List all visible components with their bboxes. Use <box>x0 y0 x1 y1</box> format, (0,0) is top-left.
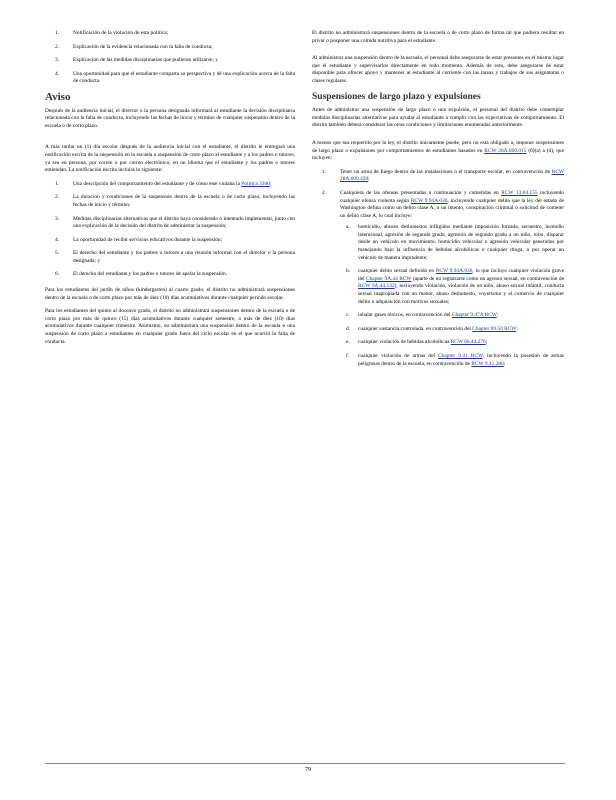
paragraph-fifth: Para los estudiantes del quinto al doceavo grado, el distrito no administrará suspensiones dentro de la escuela o de corto plazo por más de quince (15) días acumulativos durante cualquier semestre, o más de diez (10) días acumulativos durante cualquier trimestre. Asimismo, no administrará una suspensión dentro de la escuela o una suspensión de corto plazo a estudiantes en cualquier grado fuera del ciclo escolar en el que ocurrió la falta de conducta. <box>45 308 295 345</box>
chapter-link[interactable]: Chapter 69.50 RCW <box>472 325 517 332</box>
list-item: b. cualquier delito sexual definido en RCW 9.94A.030, lo que incluye cualquier violación grave del Chapter 9A.44 RCW (aparte de no registrarse como un agresor sexual, en contravención de RCW 9A.44.132), incluyendo violación, violación de un niño, abuso sexual infantil, conducta sexual inapropiada con un menor, abuso deshonesto, voyerismo y el comercio de cualquier delito o adquisición con motivos sexuales; <box>346 268 565 305</box>
footer-divider <box>45 763 565 764</box>
paragraph-meals: El distrito no administrará suspensiones dentro de la escuela o de corto plazo de forma tal que pudiera resultar en privar o posponer una comida nutritiva para el estudiante. <box>312 30 564 44</box>
chapter-link[interactable]: Chapter 9.47A RCW <box>451 312 497 319</box>
list-item: 2. Explicación de la evidencia relacionada con la falta de conducta; <box>55 43 213 50</box>
list-item: 3. Medidas disciplinarias alternativas que el distrito haya considerado o intentado implementar, junto con una explicación de la decisión del distrito de administrar la suspensión; <box>55 215 295 230</box>
list-item: 2. La duración y condiciones de la suspensión dentro de la escuela o de corto plazo, incluyendo las fechas de inicio y término; <box>55 194 295 208</box>
rcw-link[interactable]: RCW 9A.44.132 <box>358 283 395 290</box>
notice-list <box>45 181 295 279</box>
paragraph-supervision: Al administrar una suspensión dentro de la escuela, el personal debe asegurarse de estar presentes en el mismo lugar que el estudiante y supervisarlos directamente en todo momento. Además de esto, debe asegurarse de estar disponible para ofrecer apoyo y mantener al estudiante al corriente con las tareas y trabajos de sus asignaturas o clases regulares. <box>312 55 564 84</box>
offense-sublist <box>340 224 564 368</box>
paragraph-law: A menos que sea requerido por la ley, el distrito únicamente puede, pero no está obligado a, imponer suspensiones de largo plazo o expulsiones por comportamientos de estudiantes basados en RCW 28A.600.015 (6)(a) a (d), que incluyen: <box>312 139 564 162</box>
rcw-link[interactable]: RCW 28A.600.420 <box>340 168 564 183</box>
list-item: 1. Tener un arma de fuego dentro de las instalaciones o el transporte escolar, en contravención de RCW 28A.600.420; <box>322 168 564 183</box>
policy-link[interactable]: Política 3300 <box>241 180 270 187</box>
offense-list <box>312 169 564 368</box>
list-item: 3. Explicación de las medidas disciplinarias que pudieran utilizarse; y <box>55 57 218 64</box>
paragraph-alternatives: Antes de administrar una suspensión de largo plazo o una expulsión, el personal del distrito debe contemplar medidas disciplinarias alternativas para ayudar al estudiante a cumplir con las expectativas de comportamiento. El distrito también deberá considerar las otras condiciones y limitaciones enumeradas anteriormente. <box>312 107 564 129</box>
left-column <box>45 30 295 352</box>
chapter-link[interactable]: Chapter 9.41 RCW <box>438 353 483 359</box>
list-item: f. cualquier violación de armas del Chapter 9.41 RCW, incluyendo la posesión de armas peligrosas dentro de la escuela, en contravención de RCW 9.41.280; <box>346 353 564 367</box>
rcw-link[interactable]: RCW 28A.600.015 <box>484 147 527 154</box>
rcw-link[interactable]: RCW 9.41.280 <box>471 360 504 367</box>
list-item: 1. Una descripción del comportamiento del estudiante y de cómo este violaba la Política 3300; <box>55 180 272 187</box>
rcw-link[interactable]: RCW 66.44.270 <box>450 339 486 346</box>
aviso-paragraph-1: Después de la audiencia inicial, el director o la persona designada informará al estudiante la decisión disciplinaria relacionada con la falta de conducta, incluyendo las fechas de inicio y término de cualquier suspensión dentro de la escuela o de corto plazo. <box>45 107 295 129</box>
right-column <box>312 30 564 376</box>
intro-list <box>45 30 295 86</box>
list-item: 1. Notificación de la violación de esta política; <box>55 30 169 36</box>
chapter-link[interactable]: Chapter 9A.44 RCW <box>366 275 412 282</box>
list-item: 6. El derecho del estudiante y los padres o tutores de apelar la suspensión. <box>55 271 228 278</box>
list-item: e. cualquier violación de bebidas alcohólicas RCW 66.44.270; <box>346 339 488 346</box>
list-item: 2. Cualquiera de las ofensas presentadas a continuación y cometidas en RCW 13.04.155 incluyendo cualquier ofensa violenta según RCW 9.94A.030, incluyendo cualquier delito que la ley del estado de Washington defina como un delito clase A, o un intento, conspiración criminal o solicitud de cometer un delito clase A, lo cual incluye: a. homicidio, abusos deshonestos infligidos mediante imposición forzada, secuestro, incendio intencional, agresión de segundo grado, agresión de segundo grado a un niño, robo, disparar desde un vehículo en movimiento, homicidio vehicular o agresión vehicular generados por manejando bajo la influencia de bebidas alcohólicas o cualquier droga, o por operar un vehículo de manera imprudente; b. cualquier delito sexual definido en RCW 9.94A.030, lo que incluye cualquier violación grave del Chapter 9A.44 RCW (aparte de no registrarse como un agresor sexual, en contravención de RCW 9A.44.132), incluyendo violación, violación de un niño, abuso sexual infantil, conducta sexual inapropiada con un menor, abuso deshonesto, voyerismo y el comercio de cualquier delito o adquisición con motivos sexuales; c. inhalar gases tóxicos, en contravención del Chapter 9.47A RCW; d. cualquier sustancia controlada, en contravención del Chapter 69.50 RCW; e. cualquier violación de bebidas alcohólicas RCW 66.44.270; f. cualquier violación de armas del Chapter 9.41 RCW, incluyendo la posesión de armas peligrosas dentro de la escuela, en contravención de RCW 9.41.280; <box>322 189 565 367</box>
list-item: d. cualquier sustancia controlada, en contravención del Chapter 69.50 RCW; <box>346 325 518 332</box>
aviso-heading: Aviso <box>45 90 71 103</box>
list-item: 4. Una oportunidad para que el estudiante comparta su perspectiva y dé una explicación acerca de la falta de conducta. <box>55 70 295 85</box>
list-item: c. inhalar gases tóxicos, en contravención del Chapter 9.47A RCW; <box>346 312 499 319</box>
rcw-link[interactable]: RCW 9.94A.030 <box>410 197 448 204</box>
section-heading-long-term: Suspensiones de largo plazo y expulsiones <box>312 91 481 102</box>
aviso-paragraph-2: A más tardar un (1) día escolar después de la audiencia inicial con el estudiante, el distrito le entregará una notificación escrita de la suspensión en la escuela o suspensión de corto plazo al estudiante y a los padres o tutores, ya sea en persona, por correo o por correo electrónico, en un idioma que el estudiante y los padres o tutores entiendan. La notificación escrita incluirá lo siguiente: <box>45 144 295 174</box>
page-number: 79 <box>305 767 311 773</box>
rcw-link[interactable]: RCW 13.04.155 <box>501 189 538 196</box>
paragraph-kinder: Para los estudiantes del jardín de niños (kindergarten) al cuarto grado, el distrito no administrará suspensiones dentro de la escuela o de corto plazo por más de diez (10) días acumulativos durante cualquier periodo escolar. <box>45 287 295 301</box>
rcw-link[interactable]: RCW 9.94A.030 <box>435 268 473 275</box>
list-item: 4. La oportunidad de recibir servicios educativos durante la suspensión; <box>55 236 223 243</box>
list-item: a. homicidio, abusos deshonestos infligidos mediante imposición forzada, secuestro, incendio intencional, agresión de segundo grado, agresión de segundo grado a un niño, robo, disparar desde un vehículo en movimiento, homicidio vehicular o agresión vehicular generados por manejando bajo la influencia de bebidas alcohólicas o cualquier droga, o por operar un vehículo de manera imprudente; <box>346 224 564 261</box>
list-item: 5. El derecho del estudiante y los padres o tutores a una reunión informal con el director o la persona designada; y <box>55 250 295 264</box>
